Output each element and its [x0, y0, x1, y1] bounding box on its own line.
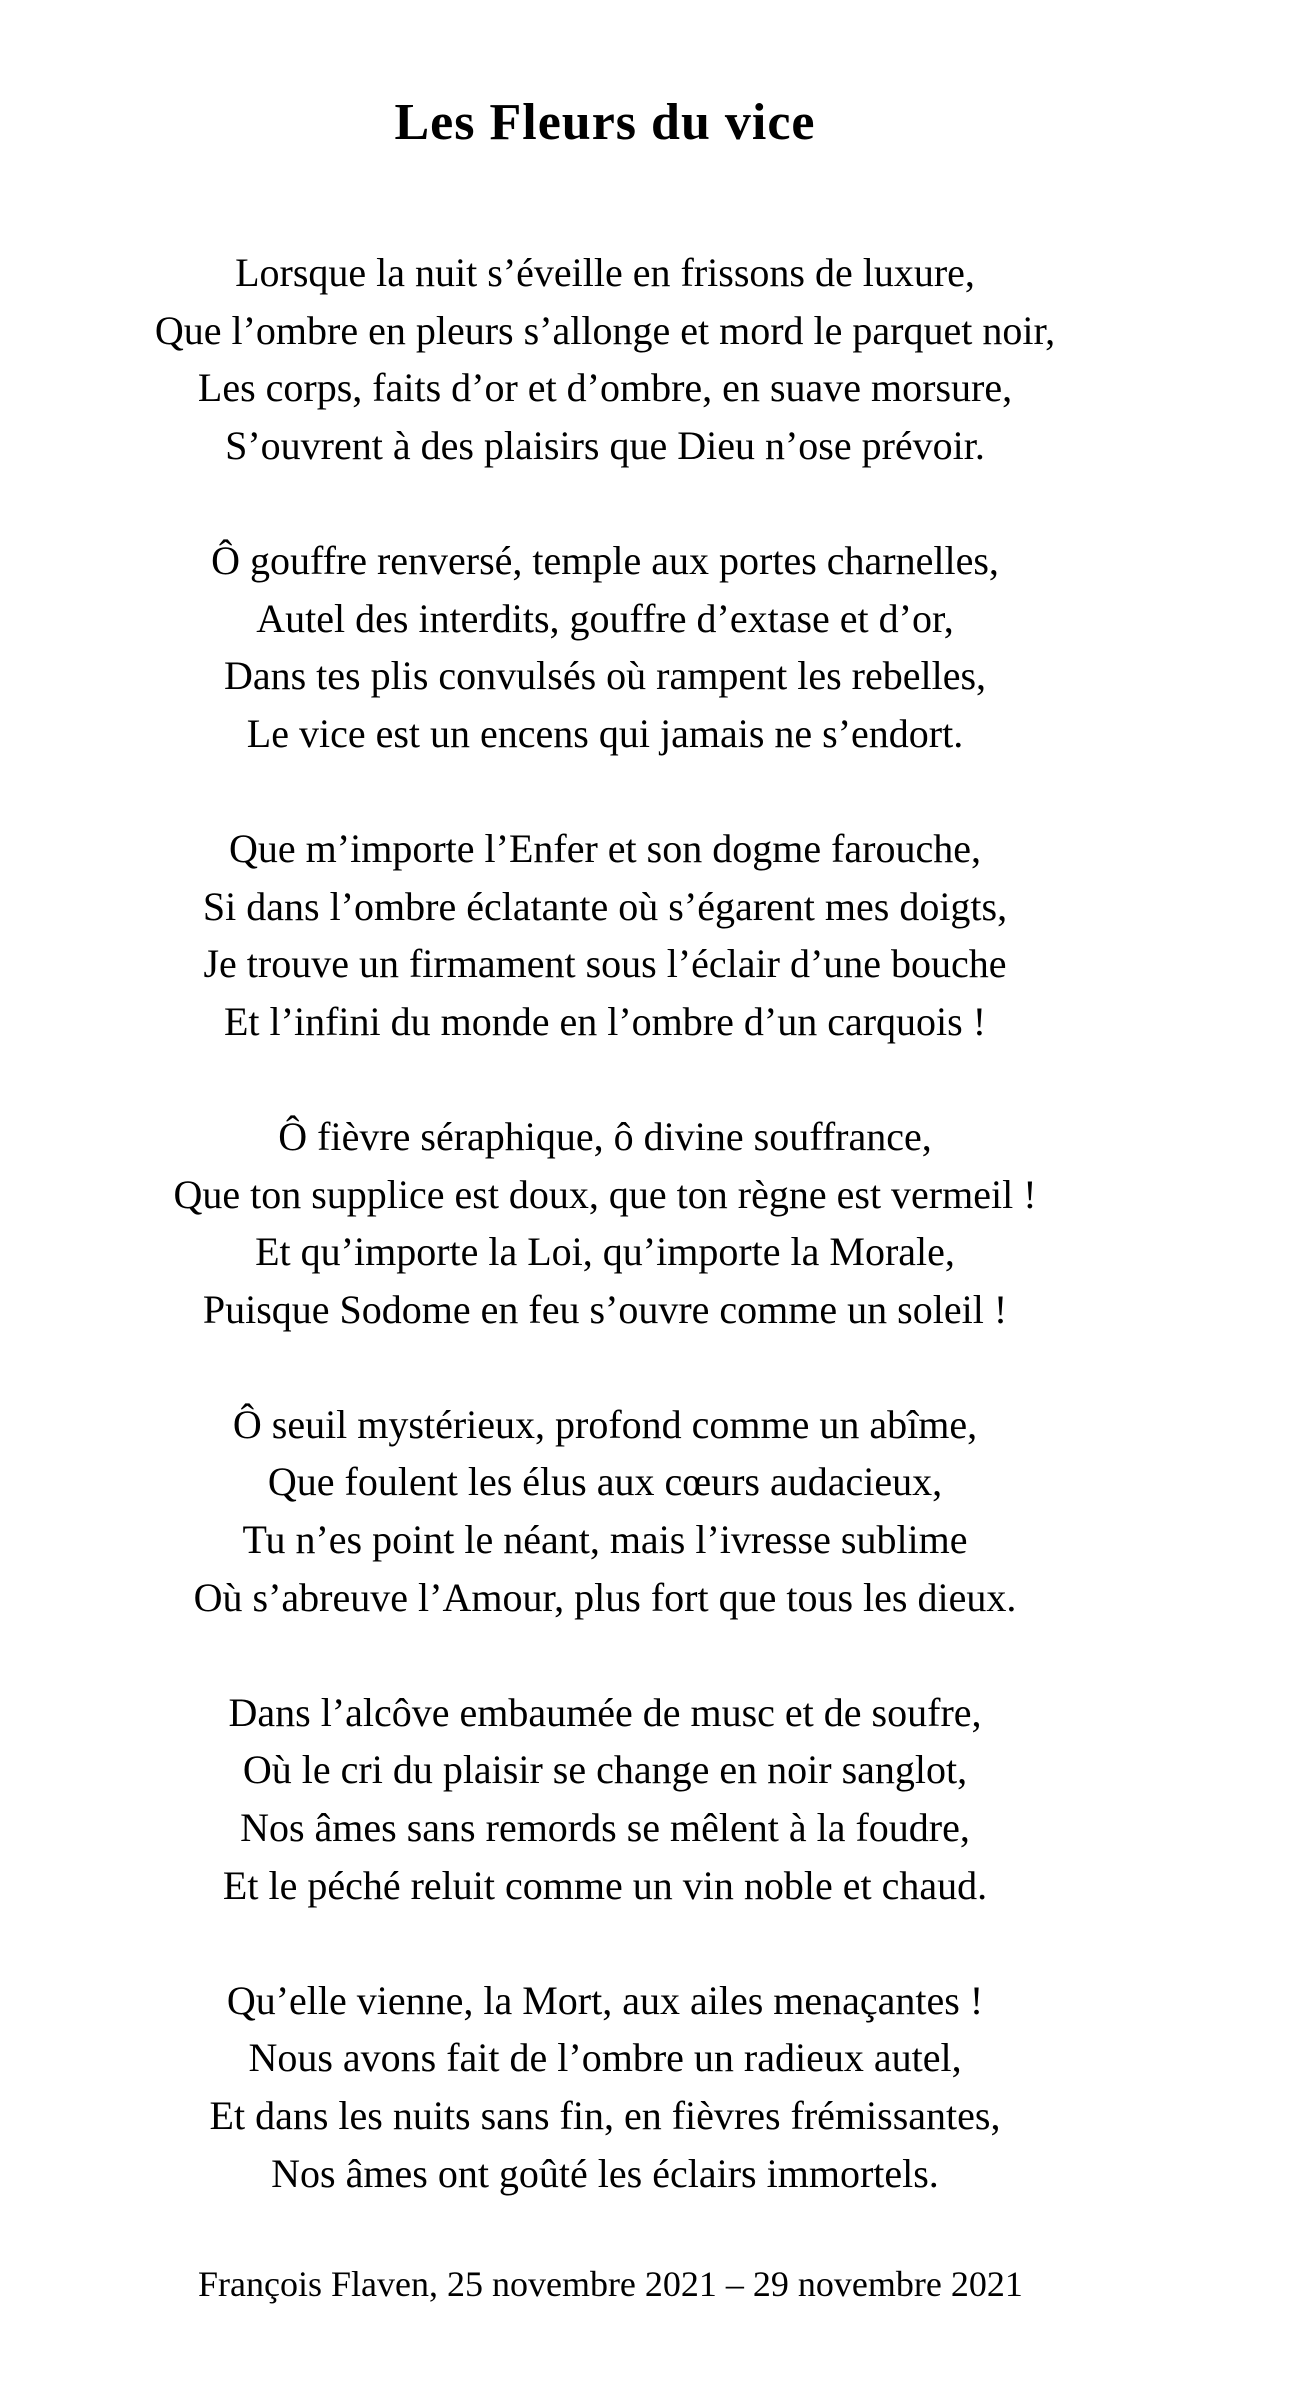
poem-line: Puisque Sodome en feu s’ouvre comme un soleil !: [202, 1286, 1008, 1332]
stanza: [0, 244, 1210, 474]
poem-line: Et l’infini du monde en l’ombre d’un carquois !: [223, 998, 987, 1044]
poem-line: Nos âmes ont goûté les éclairs immortels.: [271, 2150, 939, 2196]
poem-line: Dans tes plis convulsés où rampent les rebelles,: [223, 653, 987, 699]
poem-title: Les Fleurs du vice: [394, 93, 816, 151]
poem-line: Et le péché reluit comme un vin noble et chaud.: [222, 1862, 988, 1908]
poem-line: Si dans l’ombre éclatante où s’égarent mes doigts,: [202, 883, 1008, 929]
poem-line: Le vice est un encens qui jamais ne s’endort.: [246, 710, 964, 756]
poem-line: Nous avons fait de l’ombre un radieux autel,: [248, 2035, 962, 2081]
poem-line: Où s’abreuve l’Amour, plus fort que tous les dieux.: [193, 1574, 1017, 1620]
stanza: [0, 1396, 1210, 1626]
poem-line: Dans l’alcôve embaumée de musc et de soufre,: [228, 1689, 982, 1735]
poem-body: [0, 244, 1210, 2260]
poem-line: Ô seuil mystérieux, profond comme un abîme,: [232, 1401, 978, 1447]
stanza: [0, 1684, 1210, 1914]
poem-line: Où le cri du plaisir se change en noir sanglot,: [242, 1747, 968, 1793]
poem-line: S’ouvrent à des plaisirs que Dieu n’ose prévoir.: [225, 422, 985, 468]
poem-line: Et qu’importe la Loi, qu’importe la Morale,: [255, 1229, 955, 1275]
poem-line: Et dans les nuits sans fin, en fièvres frémissantes,: [209, 2093, 1001, 2138]
poem-line: Qu’elle vienne, la Mort, aux ailes menaçantes !: [226, 1977, 984, 2023]
poem-line: Lorsque la nuit s’éveille en frissons de luxure,: [235, 250, 975, 295]
stanza: [0, 820, 1210, 1050]
poem-line: Je trouve un firmament sous l’éclair d’une bouche: [203, 941, 1007, 987]
poem-line: Les corps, faits d’or et d’ombre, en suave morsure,: [197, 365, 1013, 411]
stanza: [0, 1972, 1210, 2202]
poem-line: Tu n’es point le néant, mais l’ivresse sublime: [242, 1517, 968, 1563]
stanza: [0, 532, 1210, 762]
poem-line: Autel des interdits, gouffre d’extase et d’or,: [256, 595, 954, 641]
poem-line: Que foulent les élus aux cœurs audacieux,: [267, 1459, 943, 1505]
poem-line: Que l’ombre en pleurs s’allonge et mord le parquet noir,: [154, 307, 1056, 353]
poem-line: Nos âmes sans remords se mêlent à la foudre,: [240, 1805, 970, 1851]
poem-line: Ô gouffre renversé, temple aux portes charnelles,: [211, 537, 999, 583]
stanza: [0, 1108, 1210, 1338]
poem-line: Que ton supplice est doux, que ton règne est vermeil !: [173, 1171, 1037, 1217]
author-signature: François Flaven, 25 novembre 2021 – 29 novembre 2021: [198, 2264, 1023, 2304]
poem-line: Que m’importe l’Enfer et son dogme farouche,: [229, 825, 981, 871]
poem-line: Ô fièvre séraphique, ô divine souffrance,: [278, 1113, 932, 1159]
